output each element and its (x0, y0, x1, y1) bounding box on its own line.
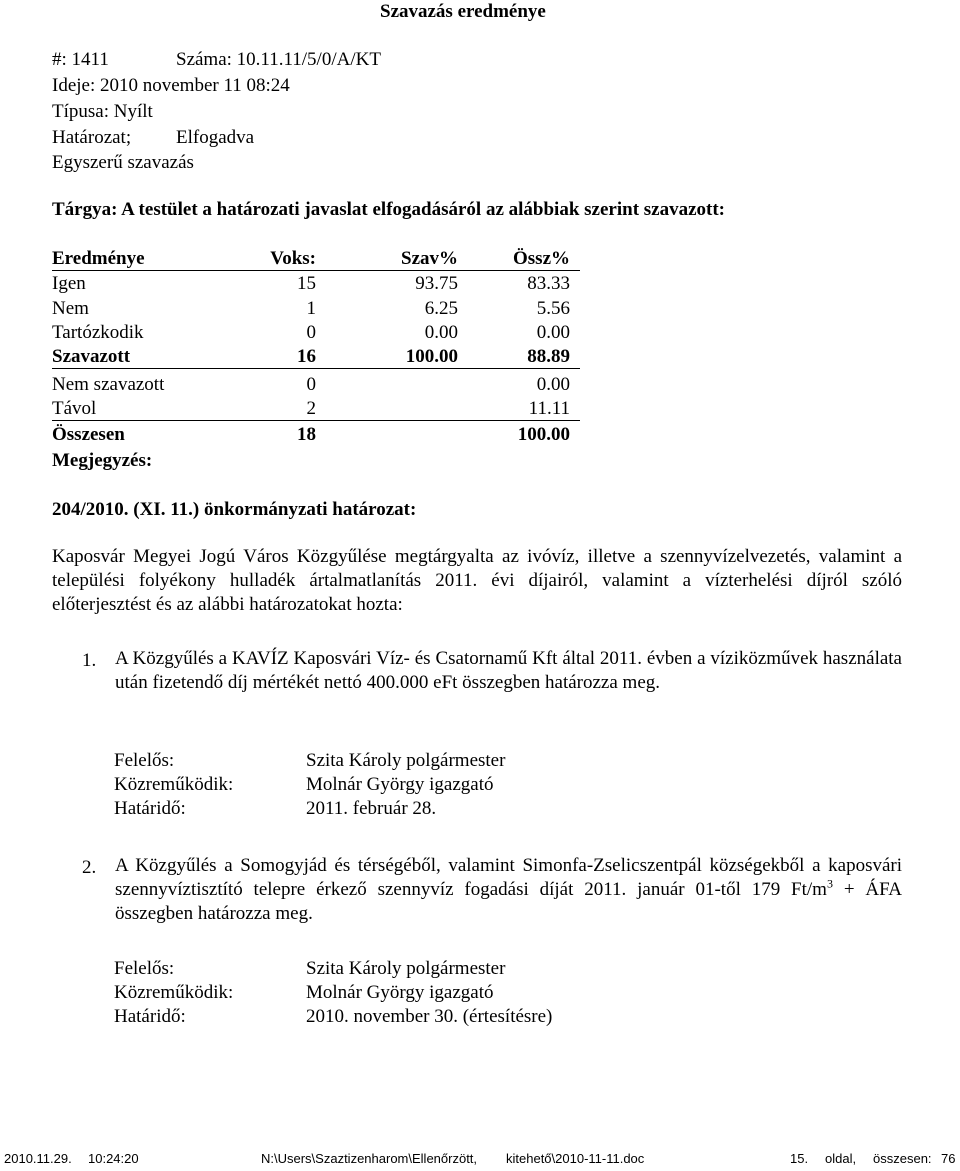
table-row (52, 396, 580, 421)
subject-line: Tárgya: A testület a határozati javaslat elfogadásáról az alábbiak szerint szavazott: (52, 199, 726, 220)
row-label: Összesen (52, 424, 125, 445)
responsible-value: Szita Károly polgármester (306, 958, 506, 979)
results-header (52, 246, 580, 271)
contributor-label: Közreműködik: (114, 982, 234, 1003)
deadline-label: Határidő: (114, 798, 186, 819)
row-label: Igen (52, 273, 86, 294)
vote-date: Ideje: 2010 november 11 08:24 (52, 75, 290, 96)
item-text-part: + ÁFA összegben határozza meg. (115, 879, 902, 924)
item-number: 1. (82, 650, 97, 671)
row-label: Szavazott (52, 346, 131, 367)
deadline-value: 2010. november 30. (értesítésre) (306, 1006, 553, 1027)
table-row (52, 344, 580, 369)
responsible-label: Felelős: (114, 750, 175, 771)
contributor-label: Közreműködik: (114, 774, 234, 795)
row-votes: 2 (306, 398, 316, 419)
row-total-percent: 0.00 (536, 322, 570, 343)
row-votes: 1 (306, 298, 316, 319)
row-label: Nem szavazott (52, 374, 165, 395)
table-row (52, 372, 580, 396)
footer-time: 10:24:20 (88, 1151, 139, 1166)
table-row (52, 296, 580, 320)
footer-total: 76 (941, 1151, 956, 1166)
vote-type: Típusa: Nyílt (52, 101, 153, 122)
footer-date: 2010.11.29. (4, 1151, 72, 1166)
decision-value: Elfogadva (176, 127, 255, 148)
footer-page: 15. (790, 1151, 809, 1166)
row-total-percent: 11.11 (528, 398, 570, 419)
item-number: 2. (82, 857, 97, 878)
row-label: Tartózkodik (52, 322, 144, 343)
deadline-value: 2011. február 28. (306, 798, 437, 819)
row-total-percent: 5.56 (536, 298, 570, 319)
table-row (52, 422, 580, 446)
header-total-percent: Össz% (513, 248, 570, 269)
footer-page-label: oldal, (825, 1151, 857, 1166)
row-vote-percent: 6.25 (424, 298, 458, 319)
resolution-heading: 204/2010. (XI. 11.) önkormányzati határozat: (52, 499, 417, 520)
vote-number: Száma: 10.11.11/5/0/A/KT (176, 49, 381, 70)
resolution-intro: Kaposvár Megyei Jogú Város Közgyűlése megtárgyalta az ivóvíz, illetve a szennyvízelvezetés, valamint a települési folyékony hulladék ártalmatlanítás 2011. évi díjairól, valamint a vízterhelési díjról szóló előterjesztést és az alábbi határozatokat hozta: (52, 546, 902, 615)
row-total-percent: 88.89 (527, 346, 570, 367)
row-votes: 0 (306, 322, 316, 343)
table-row (52, 320, 580, 344)
row-total-percent: 0.00 (536, 374, 570, 395)
row-total-percent: 83.33 (527, 273, 570, 294)
note-label: Megjegyzés: (52, 450, 153, 471)
vote-kind: Egyszerű szavazás (52, 152, 194, 173)
row-vote-percent: 93.75 (415, 273, 458, 294)
deadline-label: Határidő: (114, 1006, 186, 1027)
contributor-value: Molnár György igazgató (306, 774, 494, 795)
row-votes: 16 (297, 346, 316, 367)
vote-id: #: 1411 (52, 49, 109, 70)
item-text (115, 854, 902, 926)
responsible-value: Szita Károly polgármester (306, 750, 506, 771)
row-label: Távol (52, 398, 97, 419)
unit-superscript: 3 (826, 876, 833, 891)
row-vote-percent: 0.00 (424, 322, 458, 343)
row-total-percent: 100.00 (517, 424, 570, 445)
row-label: Nem (52, 298, 89, 319)
row-votes: 15 (297, 273, 316, 294)
item-text-part: A Közgyűlés a Somogyjád és térségéből, valamint Simonfa-Zselicszentpál községekből a kaposvári szennyvíztisztító telepre érkező szennyvíz fogadási díját 2011. január 01-től 179 Ft/m (115, 855, 902, 900)
decision-label: Határozat; (52, 127, 132, 148)
header-vote-percent: Szav% (401, 248, 458, 269)
header-votes: Voks: (270, 248, 316, 269)
row-vote-percent: 100.00 (405, 346, 458, 367)
footer-file: kitehető\2010-11-11.doc (506, 1151, 645, 1166)
page-title: Szavazás eredménye (380, 1, 546, 22)
item-text: A Közgyűlés a KAVÍZ Kaposvári Víz- és Csatornamű Kft által 2011. évben a víziközművek használata után fizetendő díj mértékét nettó 400.000 eFt összegben határozza meg. (115, 648, 902, 693)
responsible-label: Felelős: (114, 958, 175, 979)
table-row (52, 271, 580, 295)
row-votes: 18 (297, 424, 316, 445)
contributor-value: Molnár György igazgató (306, 982, 494, 1003)
footer-total-label: összesen: (873, 1151, 932, 1166)
header-result: Eredménye (52, 248, 145, 269)
footer-path: N:\Users\Szaztizenharom\Ellenőrzött, (261, 1151, 478, 1166)
row-votes: 0 (306, 374, 316, 395)
